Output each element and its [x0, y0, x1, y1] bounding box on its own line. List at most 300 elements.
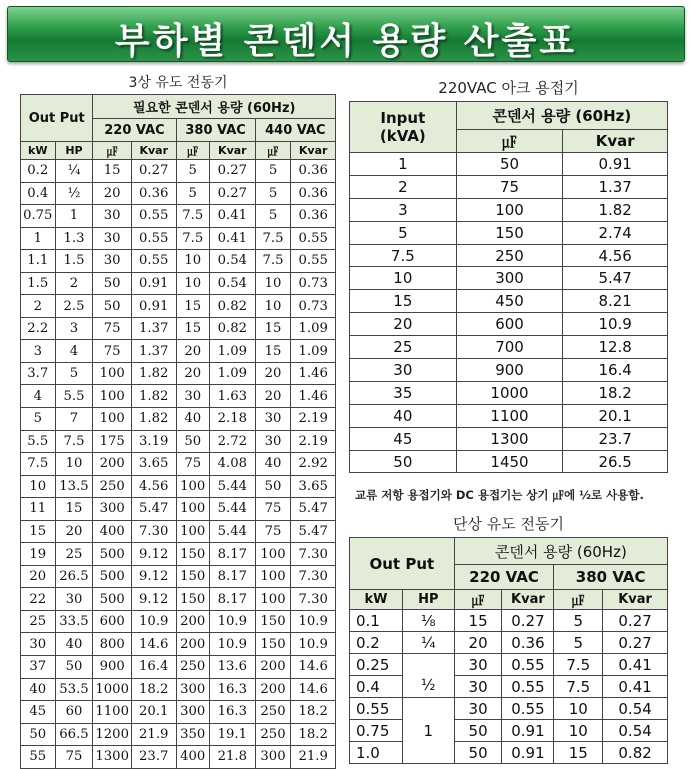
- value-cell: 26.5: [563, 450, 668, 473]
- value-cell: 7.5: [255, 250, 291, 273]
- kw-cell: 0.4: [350, 676, 403, 698]
- value-cell: 21.9: [291, 746, 336, 769]
- value-cell: 100: [255, 588, 291, 611]
- value-cell: 300: [255, 746, 291, 769]
- value-cell: 900: [456, 359, 563, 382]
- value-cell: 30: [93, 250, 132, 273]
- value-cell: 200: [255, 678, 291, 701]
- value-cell: 30: [93, 227, 132, 250]
- value-cell: 0.27: [209, 160, 255, 183]
- value-cell: 7.30: [291, 565, 336, 588]
- value-cell: 15: [176, 317, 209, 340]
- value-cell: 1.09: [209, 340, 255, 363]
- value-cell: 1200: [93, 723, 132, 746]
- value-cell: 20: [454, 632, 502, 654]
- value-cell: 450: [456, 290, 563, 313]
- value-cell: 16.4: [563, 359, 668, 382]
- value-cell: 0.55: [502, 698, 554, 720]
- value-cell: 40: [255, 453, 291, 476]
- input-label: Input: [380, 109, 426, 127]
- table-row: [21, 362, 336, 385]
- value-cell: 1300: [93, 746, 132, 769]
- input-cell: 45: [350, 427, 457, 450]
- value-cell: 18.2: [131, 678, 176, 701]
- value-cell: 2.92: [291, 453, 336, 476]
- uf-header: ㎌: [93, 142, 132, 160]
- single-phase-table: [349, 537, 668, 764]
- value-cell: 600: [456, 313, 563, 336]
- kw-cell: 0.75: [21, 205, 56, 228]
- kvar-header: Kvar: [603, 590, 668, 610]
- value-cell: 0.27: [131, 160, 176, 183]
- value-cell: 10.9: [563, 313, 668, 336]
- value-cell: 300: [456, 267, 563, 290]
- hp-cell: 2.5: [55, 295, 93, 318]
- value-cell: 0.55: [502, 676, 554, 698]
- value-cell: 5: [554, 632, 603, 654]
- table-row: [21, 160, 336, 183]
- value-cell: 10.9: [291, 633, 336, 656]
- hp-cell: 50: [55, 656, 93, 679]
- value-cell: 5.44: [209, 475, 255, 498]
- kw-cell: 25: [21, 610, 56, 633]
- value-cell: 14.6: [291, 678, 336, 701]
- kw-cell: 0.2: [21, 160, 56, 183]
- value-cell: 9.12: [131, 588, 176, 611]
- value-cell: 5: [255, 182, 291, 205]
- three-phase-body: [21, 160, 336, 769]
- table-row: [21, 610, 336, 633]
- input-cell: 1: [350, 153, 457, 176]
- value-cell: 0.91: [502, 720, 554, 742]
- value-cell: 300: [176, 678, 209, 701]
- value-cell: 5: [255, 160, 291, 183]
- hp-cell: 3: [55, 317, 93, 340]
- value-cell: 250: [255, 701, 291, 724]
- input-header: [350, 102, 457, 153]
- value-cell: 5: [176, 182, 209, 205]
- input-cell: 35: [350, 381, 457, 404]
- value-cell: 200: [176, 633, 209, 656]
- voltage-380-header: 380 VAC: [176, 119, 255, 142]
- value-cell: 150: [255, 610, 291, 633]
- value-cell: 4.56: [563, 244, 668, 267]
- value-cell: 5.47: [291, 498, 336, 521]
- value-cell: 75: [456, 175, 563, 198]
- kw-cell: 0.55: [350, 698, 403, 720]
- kw-cell: 22: [21, 588, 56, 611]
- value-cell: 0.82: [209, 317, 255, 340]
- value-cell: 10: [554, 698, 603, 720]
- value-cell: 0.55: [291, 227, 336, 250]
- kw-cell: 19: [21, 543, 56, 566]
- value-cell: 0.41: [209, 227, 255, 250]
- value-cell: 1.82: [131, 362, 176, 385]
- value-cell: 100: [456, 198, 563, 221]
- value-cell: 30: [93, 205, 132, 228]
- value-cell: 1450: [456, 450, 563, 473]
- value-cell: 500: [93, 543, 132, 566]
- value-cell: 2.74: [563, 221, 668, 244]
- kw-cell: 3.7: [21, 362, 56, 385]
- value-cell: 1100: [93, 701, 132, 724]
- voltage-440-header: 440 VAC: [255, 119, 335, 142]
- hp-cell: 33.5: [55, 610, 93, 633]
- value-cell: 100: [255, 543, 291, 566]
- value-cell: 200: [176, 610, 209, 633]
- value-cell: 18.2: [291, 723, 336, 746]
- table-row: [21, 588, 336, 611]
- table-row: [350, 313, 668, 336]
- value-cell: 0.27: [502, 610, 554, 632]
- value-cell: 150: [255, 633, 291, 656]
- value-cell: 175: [93, 430, 132, 453]
- value-cell: 1.82: [131, 385, 176, 408]
- value-cell: 0.36: [291, 182, 336, 205]
- arc-welder-body: [350, 153, 668, 473]
- value-cell: 50: [454, 720, 502, 742]
- value-cell: 0.36: [291, 160, 336, 183]
- table-row: [21, 385, 336, 408]
- hp-cell: 5.5: [55, 385, 93, 408]
- table-row: [21, 475, 336, 498]
- value-cell: 15: [554, 742, 603, 764]
- value-cell: 7.5: [255, 227, 291, 250]
- kw-cell: 2: [21, 295, 56, 318]
- value-cell: 2.72: [209, 430, 255, 453]
- hp-cell: 60: [55, 701, 93, 724]
- kw-cell: 1.1: [21, 250, 56, 273]
- output-header: Out Put: [21, 95, 93, 142]
- hp-cell: ¼: [402, 632, 454, 654]
- capacity-header: 콘덴서 용량 (60Hz): [454, 538, 667, 565]
- table-row: [21, 633, 336, 656]
- hp-cell: 1: [402, 698, 454, 764]
- value-cell: 7.30: [291, 543, 336, 566]
- value-cell: 5.47: [563, 267, 668, 290]
- table-row: [21, 543, 336, 566]
- value-cell: 250: [93, 475, 132, 498]
- input-cell: 7.5: [350, 244, 457, 267]
- value-cell: 19.1: [209, 723, 255, 746]
- uf-header: ㎌: [554, 590, 603, 610]
- value-cell: 50: [93, 272, 132, 295]
- value-cell: 75: [176, 453, 209, 476]
- value-cell: 16.3: [209, 678, 255, 701]
- table-row: [350, 244, 668, 267]
- value-cell: 21.9: [131, 723, 176, 746]
- value-cell: 500: [93, 588, 132, 611]
- hp-cell: 1.3: [55, 227, 93, 250]
- kw-cell: 0.25: [350, 654, 403, 676]
- kw-cell: 0.1: [350, 610, 403, 632]
- value-cell: 200: [93, 453, 132, 476]
- value-cell: 0.55: [502, 654, 554, 676]
- value-cell: 18.2: [291, 701, 336, 724]
- value-cell: 15: [176, 295, 209, 318]
- value-cell: 100: [176, 498, 209, 521]
- value-cell: 7.30: [131, 520, 176, 543]
- value-cell: 15: [93, 160, 132, 183]
- hp-cell: 53.5: [55, 678, 93, 701]
- welder-note: 교류 저항 용접기와 DC 용접기는 상기 ㎌에 ½로 사용함.: [355, 488, 644, 502]
- value-cell: 75: [255, 498, 291, 521]
- value-cell: 1.82: [131, 408, 176, 431]
- hp-cell: 30: [55, 588, 93, 611]
- value-cell: 150: [176, 543, 209, 566]
- value-cell: 0.82: [209, 295, 255, 318]
- uf-header: ㎌: [176, 142, 209, 160]
- value-cell: 1.09: [291, 340, 336, 363]
- table-row: [21, 746, 336, 769]
- value-cell: 50: [93, 295, 132, 318]
- table-row: [350, 153, 668, 176]
- table-row: [350, 175, 668, 198]
- value-cell: 20: [176, 362, 209, 385]
- kw-cell: 40: [21, 678, 56, 701]
- kw-cell: 30: [21, 633, 56, 656]
- three-phase-table: [20, 94, 336, 769]
- table-row: [350, 427, 668, 450]
- table-row: [21, 295, 336, 318]
- hp-cell: 40: [55, 633, 93, 656]
- value-cell: 5: [554, 610, 603, 632]
- table-row: [350, 676, 668, 698]
- value-cell: 0.27: [603, 610, 668, 632]
- value-cell: 14.6: [291, 656, 336, 679]
- table-row: [21, 453, 336, 476]
- kw-cell: 5: [21, 408, 56, 431]
- table-row: [21, 205, 336, 228]
- hp-header: HP: [402, 590, 454, 610]
- value-cell: 30: [454, 654, 502, 676]
- table-row: [350, 404, 668, 427]
- value-cell: 0.54: [603, 720, 668, 742]
- value-cell: 4.56: [131, 475, 176, 498]
- kw-cell: 4: [21, 385, 56, 408]
- value-cell: 1000: [93, 678, 132, 701]
- value-cell: 5.47: [291, 520, 336, 543]
- value-cell: 1.37: [131, 317, 176, 340]
- table-row: [21, 565, 336, 588]
- value-cell: 18.2: [563, 381, 668, 404]
- value-cell: 600: [93, 610, 132, 633]
- value-cell: 10: [176, 250, 209, 273]
- value-cell: 0.73: [291, 295, 336, 318]
- value-cell: 8.17: [209, 588, 255, 611]
- value-cell: 5.44: [209, 498, 255, 521]
- value-cell: 13.6: [209, 656, 255, 679]
- value-cell: 0.54: [209, 272, 255, 295]
- uf-header: ㎌: [456, 130, 563, 153]
- hp-cell: 5: [55, 362, 93, 385]
- table-row: [350, 221, 668, 244]
- value-cell: 250: [255, 723, 291, 746]
- value-cell: 30: [255, 430, 291, 453]
- value-cell: 8.17: [209, 565, 255, 588]
- value-cell: 0.27: [209, 182, 255, 205]
- value-cell: 100: [176, 475, 209, 498]
- table-row: [21, 340, 336, 363]
- table-row: [21, 701, 336, 724]
- value-cell: 500: [93, 565, 132, 588]
- value-cell: 150: [456, 221, 563, 244]
- value-cell: 900: [93, 656, 132, 679]
- value-cell: 2.19: [291, 430, 336, 453]
- value-cell: 300: [93, 498, 132, 521]
- kw-cell: 15: [21, 520, 56, 543]
- table-row: [350, 654, 668, 676]
- table-row: [350, 698, 668, 720]
- value-cell: 30: [454, 698, 502, 720]
- value-cell: 250: [176, 656, 209, 679]
- kw-header: kW: [21, 142, 56, 160]
- value-cell: 3.19: [131, 430, 176, 453]
- value-cell: 0.27: [603, 632, 668, 654]
- value-cell: 7.5: [176, 227, 209, 250]
- value-cell: 1.37: [563, 175, 668, 198]
- hp-cell: 7.5: [55, 430, 93, 453]
- kvar-header: Kvar: [291, 142, 336, 160]
- input-cell: 50: [350, 450, 457, 473]
- hp-cell: ½: [55, 182, 93, 205]
- kw-cell: 10: [21, 475, 56, 498]
- hp-cell: 10: [55, 453, 93, 476]
- value-cell: 5.44: [209, 520, 255, 543]
- value-cell: 1.63: [209, 385, 255, 408]
- title-banner: [7, 6, 685, 62]
- value-cell: 40: [176, 408, 209, 431]
- value-cell: 0.91: [131, 295, 176, 318]
- input-cell: 25: [350, 336, 457, 359]
- input-cell: 2: [350, 175, 457, 198]
- value-cell: 8.17: [209, 543, 255, 566]
- value-cell: 75: [93, 340, 132, 363]
- value-cell: 9.12: [131, 543, 176, 566]
- table-row: [350, 267, 668, 290]
- value-cell: 700: [456, 336, 563, 359]
- value-cell: 23.7: [131, 746, 176, 769]
- value-cell: 1.09: [209, 362, 255, 385]
- value-cell: 50: [176, 430, 209, 453]
- value-cell: 5: [176, 160, 209, 183]
- value-cell: 7.30: [291, 588, 336, 611]
- value-cell: 0.55: [131, 205, 176, 228]
- value-cell: 0.82: [603, 742, 668, 764]
- value-cell: 0.41: [603, 654, 668, 676]
- kw-header: kW: [350, 590, 403, 610]
- value-cell: 350: [176, 723, 209, 746]
- hp-cell: 15: [55, 498, 93, 521]
- table-row: [21, 520, 336, 543]
- input-unit-label: (kVA): [379, 127, 426, 145]
- value-cell: 800: [93, 633, 132, 656]
- table-row: [21, 656, 336, 679]
- value-cell: 15: [454, 610, 502, 632]
- value-cell: 30: [255, 408, 291, 431]
- value-cell: 7.5: [554, 654, 603, 676]
- value-cell: 10: [554, 720, 603, 742]
- kw-cell: 45: [21, 701, 56, 724]
- value-cell: 15: [255, 317, 291, 340]
- value-cell: 100: [93, 362, 132, 385]
- value-cell: 20: [93, 182, 132, 205]
- kw-cell: 1.5: [21, 272, 56, 295]
- value-cell: 0.41: [603, 676, 668, 698]
- kw-cell: 3: [21, 340, 56, 363]
- arc-welder-caption: 220VAC 아크 용접기: [438, 79, 579, 97]
- value-cell: 20: [255, 385, 291, 408]
- value-cell: 10.9: [209, 610, 255, 633]
- value-cell: 50: [255, 475, 291, 498]
- hp-cell: 7: [55, 408, 93, 431]
- value-cell: 9.12: [131, 565, 176, 588]
- value-cell: 1.46: [291, 385, 336, 408]
- table-row: [350, 381, 668, 404]
- kw-cell: 0.2: [350, 632, 403, 654]
- value-cell: 100: [93, 385, 132, 408]
- value-cell: 10.9: [291, 610, 336, 633]
- table-row: [350, 198, 668, 221]
- value-cell: 2.19: [291, 408, 336, 431]
- value-cell: 2.18: [209, 408, 255, 431]
- value-cell: 0.36: [502, 632, 554, 654]
- page-title: 부하별 콘덴서 용량 산출표: [114, 21, 578, 62]
- value-cell: 0.54: [603, 698, 668, 720]
- hp-cell: ⅛: [402, 610, 454, 632]
- hp-cell: 1.5: [55, 250, 93, 273]
- table-row: [350, 336, 668, 359]
- value-cell: 10.9: [209, 633, 255, 656]
- kvar-header: Kvar: [209, 142, 255, 160]
- hp-cell: ¼: [55, 160, 93, 183]
- value-cell: 8.21: [563, 290, 668, 313]
- value-cell: 5.47: [131, 498, 176, 521]
- kw-cell: 7.5: [21, 453, 56, 476]
- value-cell: 23.7: [563, 427, 668, 450]
- input-cell: 30: [350, 359, 457, 382]
- value-cell: 3.65: [291, 475, 336, 498]
- value-cell: 1.82: [563, 198, 668, 221]
- value-cell: 20.1: [563, 404, 668, 427]
- value-cell: 300: [176, 701, 209, 724]
- voltage-380-header: 380 VAC: [554, 565, 668, 590]
- hp-cell: 4: [55, 340, 93, 363]
- table-row: [21, 227, 336, 250]
- value-cell: 21.8: [209, 746, 255, 769]
- table-row: [21, 430, 336, 453]
- value-cell: 0.55: [131, 250, 176, 273]
- table-row: [350, 610, 668, 632]
- value-cell: 4.08: [209, 453, 255, 476]
- value-cell: 30: [454, 676, 502, 698]
- hp-cell: 25: [55, 543, 93, 566]
- value-cell: 100: [93, 408, 132, 431]
- kw-cell: 1.0: [350, 742, 403, 764]
- value-cell: 10: [176, 272, 209, 295]
- value-cell: 20.1: [131, 701, 176, 724]
- value-cell: 14.6: [131, 633, 176, 656]
- value-cell: 20: [176, 340, 209, 363]
- capacity-header: 콘덴서 용량 (60Hz): [456, 102, 667, 130]
- table-row: [350, 632, 668, 654]
- value-cell: 20: [255, 362, 291, 385]
- kw-cell: 0.4: [21, 182, 56, 205]
- kw-cell: 5.5: [21, 430, 56, 453]
- kvar-header: Kvar: [502, 590, 554, 610]
- hp-header: HP: [55, 142, 93, 160]
- value-cell: 10: [255, 295, 291, 318]
